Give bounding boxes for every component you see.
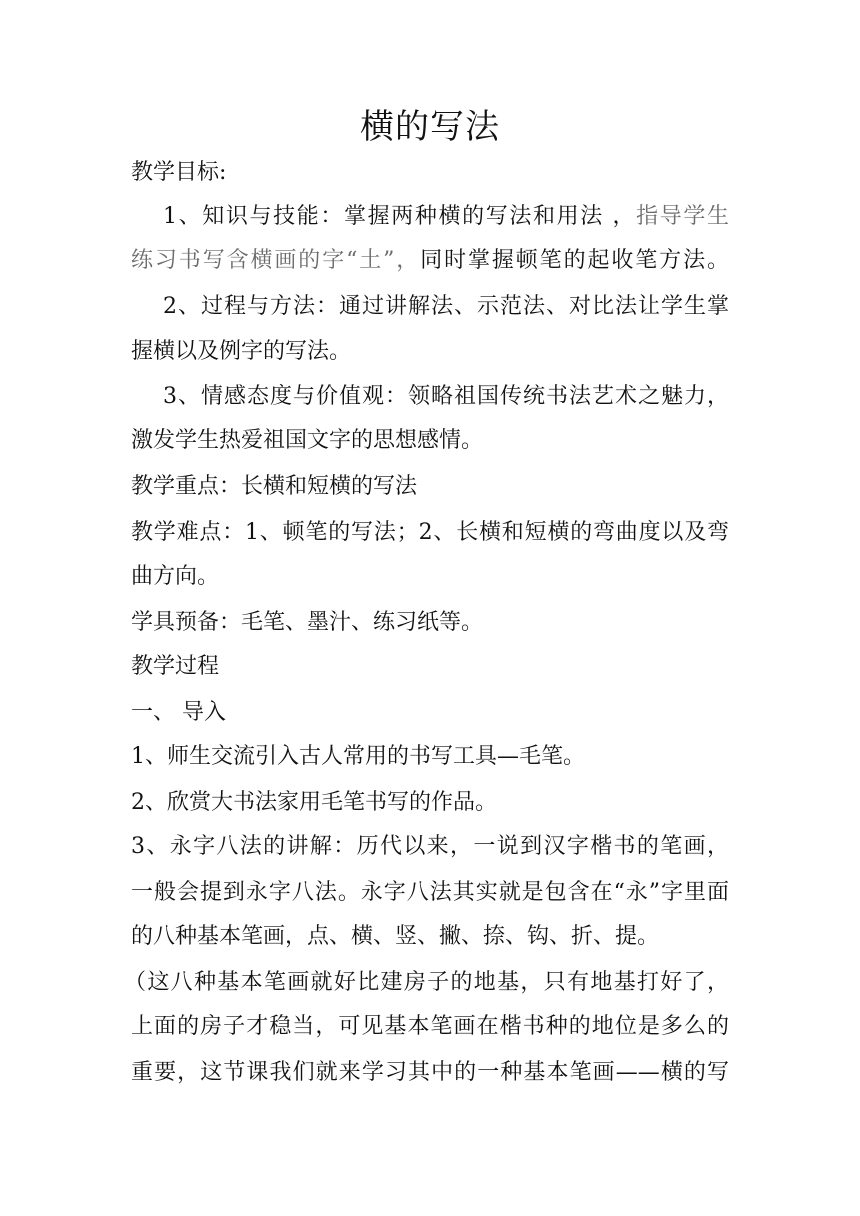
text-segment: 同时掌握顿笔的起收笔方法。 bbox=[420, 248, 729, 273]
paragraph-line: 曲方向。 bbox=[131, 564, 220, 589]
section-heading-key-points: 教学重点：长横和短横的写法 bbox=[131, 474, 418, 499]
paragraph-line: 2、过程与方法：通过讲解法、示范法、对比法让学生掌 bbox=[163, 294, 729, 319]
paragraph-line: 教学难点：1、顿笔的写法；2、长横和短横的弯曲度以及弯 bbox=[131, 520, 729, 545]
section-heading-goals: 教学目标: bbox=[131, 160, 227, 185]
paragraph-line: 一般会提到永字八法。永字八法其实就是包含在“永”字里面 bbox=[131, 880, 729, 905]
paragraph-line: 的八种基本笔画，点、横、竖、撇、捺、钩、折、提。 bbox=[131, 924, 660, 949]
text-segment-gray: 指导学生 bbox=[636, 204, 729, 229]
paragraph-line: 2、欣赏大书法家用毛笔书写的作品。 bbox=[131, 790, 497, 815]
section-heading-intro: 一、 导入 bbox=[131, 700, 226, 725]
text-segment: 1、知识与技能：掌握两种横的写法和用法 ， bbox=[163, 204, 637, 229]
paragraph-line: 重要，这节课我们就来学习其中的一种基本笔画——横的写 bbox=[131, 1060, 729, 1085]
section-heading-process: 教学过程 bbox=[131, 654, 220, 679]
paragraph-line: 上面的房子才稳当，可见基本笔画在楷书种的地位是多么的 bbox=[131, 1014, 729, 1039]
paragraph-line: 3、情感态度与价值观：领略祖国传统书法艺术之魅力， bbox=[163, 384, 729, 409]
section-heading-materials: 学具预备：毛笔、墨汁、练习纸等。 bbox=[131, 610, 484, 635]
paragraph-line bbox=[131, 246, 729, 276]
paragraph-line: （这八种基本笔画就好比建房子的地基，只有地基打好了， bbox=[124, 970, 729, 995]
text-segment-gray: 练习书写含横画的字“土”， bbox=[131, 248, 421, 273]
paragraph-line: 3、永字八法的讲解：历代以来，一说到汉字楷书的笔画， bbox=[131, 834, 729, 859]
paragraph-line: 1、师生交流引入古人常用的书写工具—毛笔。 bbox=[131, 744, 585, 769]
page-title: 横的写法 bbox=[360, 107, 500, 147]
paragraph-line: 激发学生热爱祖国文字的思想感情。 bbox=[131, 428, 484, 453]
paragraph-line bbox=[163, 202, 729, 232]
paragraph-line: 握横以及例字的写法。 bbox=[131, 339, 352, 364]
